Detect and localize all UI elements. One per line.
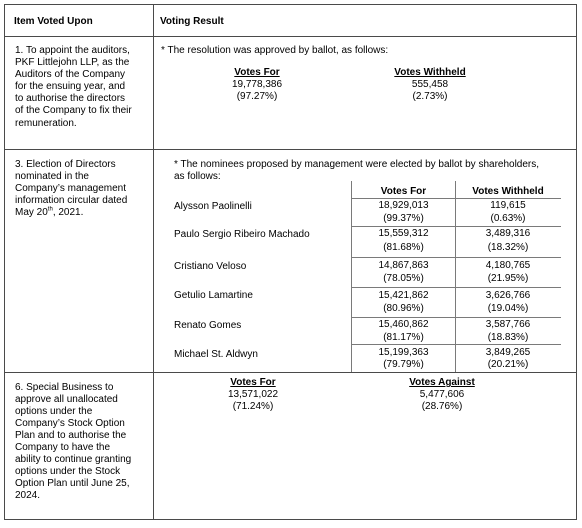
- table-border-right: [576, 4, 577, 520]
- nominee-votes-for: 15,199,363: [378, 347, 429, 358]
- table-border-left: [4, 4, 5, 520]
- row3-item-line: Company’s Stock Option: [15, 418, 125, 429]
- nominee-votes-for-pct: (78.05%): [383, 273, 424, 284]
- nominee-votes-withheld: 3,849,265: [485, 347, 531, 358]
- row1-item-line: of the Company to fix their: [15, 105, 132, 116]
- nominee-grid-line: [351, 226, 561, 227]
- nominee-votes-withheld-pct: (20.21%): [487, 359, 529, 370]
- nominee-grid-line: [351, 257, 561, 258]
- row3-item-line: 6. Special Business to: [15, 382, 114, 393]
- nominee-votes-withheld: 4,180,765: [485, 260, 531, 271]
- header-item-voted-upon: Item Voted Upon: [14, 16, 93, 27]
- row3-item-line: options under the: [15, 406, 93, 417]
- nominee-votes-withheld: 3,626,766: [485, 290, 531, 301]
- nominee-name: Getulio Lamartine: [174, 290, 253, 301]
- row1-item-line: for the ensuing year, and: [15, 81, 126, 92]
- nominee-name: Cristiano Veloso: [174, 261, 247, 272]
- nominee-votes-for: 14,867,863: [378, 260, 429, 271]
- row1-item-line: 1. To appoint the auditors,: [15, 45, 130, 56]
- nominee-votes-for-pct: (81.68%): [383, 242, 424, 253]
- nominee-votes-withheld-pct: (18.32%): [487, 242, 529, 253]
- table-border-bottom: [4, 519, 577, 520]
- header-divider: [4, 36, 577, 37]
- row3-item-line: approve all unallocated: [15, 394, 118, 405]
- nominee-votes-for-pct: (81.17%): [383, 332, 424, 343]
- row3-item-line: 2024.: [15, 490, 41, 501]
- nominee-votes-for-pct: (80.96%): [383, 303, 424, 314]
- row3-votes-against-value: 5,477,606: [419, 389, 465, 400]
- row2-item-date: May 20th, 2021.: [15, 206, 84, 218]
- row1-votes-withheld-pct: (2.73%): [412, 91, 448, 102]
- row3-votes-for-label: Votes For: [230, 377, 276, 388]
- row2-intro-line1: * The nominees proposed by management were elected by ballot by shareholders,: [174, 159, 540, 170]
- nominee-votes-withheld-pct: (19.04%): [487, 303, 529, 314]
- date-superscript: th: [47, 206, 53, 213]
- header-voting-result: Voting Result: [160, 16, 224, 27]
- row2-divider: [4, 372, 577, 373]
- nominee-grid-line: [351, 198, 561, 199]
- nominee-votes-for: 15,421,862: [378, 290, 429, 301]
- row2-item-line: information circular dated: [15, 195, 128, 206]
- row1-item-line: Auditors of the Company: [15, 69, 126, 80]
- nominee-votes-for-pct: (79.79%): [383, 359, 424, 370]
- nominee-grid-line: [351, 317, 561, 318]
- row1-item-line: remuneration.: [15, 118, 77, 129]
- nominee-votes-for-pct: (99.37%): [383, 213, 424, 224]
- row1-votes-withheld-value: 555,458: [411, 79, 449, 90]
- nominee-votes-for: 18,929,013: [378, 200, 429, 211]
- row1-votes-for-label: Votes For: [234, 67, 280, 78]
- table-border-top: [4, 4, 577, 5]
- row2-votes-withheld-header: Votes Withheld: [472, 186, 544, 197]
- nominee-votes-withheld-pct: (18.83%): [487, 332, 529, 343]
- row2-votes-for-header: Votes For: [380, 186, 427, 197]
- row1-item-line: PKF Littlejohn LLP, as the: [15, 57, 130, 68]
- nominee-grid-line: [351, 344, 561, 345]
- row3-votes-for-pct: (71.24%): [232, 401, 274, 412]
- nominee-name: Michael St. Aldwyn: [174, 349, 258, 360]
- nominee-votes-withheld-pct: (21.95%): [487, 273, 529, 284]
- row3-item-line: Plan and to authorise the: [15, 430, 127, 441]
- row1-divider: [4, 149, 577, 150]
- nominee-votes-withheld-pct: (0.63%): [490, 213, 526, 224]
- row1-intro: * The resolution was approved by ballot, as follows:: [161, 45, 389, 56]
- nominee-name: Paulo Sergio Ribeiro Machado: [174, 229, 310, 240]
- row2-intro-line2: as follows:: [174, 171, 221, 182]
- nominee-votes-for: 15,559,312: [378, 228, 429, 239]
- row2-item-line: Company’s management: [15, 183, 126, 194]
- row3-votes-for-value: 13,571,022: [227, 389, 279, 400]
- row2-item-line: 3. Election of Directors: [15, 159, 116, 170]
- row2-item-line: nominated in the: [15, 171, 89, 182]
- row1-votes-for-pct: (97.27%): [236, 91, 278, 102]
- column-divider: [153, 4, 154, 520]
- nominee-votes-withheld: 119,615: [490, 200, 526, 211]
- nominee-votes-for: 15,460,862: [378, 319, 429, 330]
- nominee-grid-line: [351, 287, 561, 288]
- row3-item-line: Option Plan until June 25,: [15, 478, 130, 489]
- row1-item-line: to authorise the directors: [15, 93, 126, 104]
- row3-item-line: ability to continue granting: [15, 454, 132, 465]
- nominee-votes-withheld: 3,489,316: [485, 228, 531, 239]
- row3-votes-against-label: Votes Against: [409, 377, 475, 388]
- voting-results-table: [4, 4, 577, 520]
- nominee-votes-withheld: 3,587,766: [485, 319, 531, 330]
- row1-votes-withheld-label: Votes Withheld: [394, 67, 466, 78]
- nominee-name: Alysson Paolinelli: [174, 201, 252, 212]
- nominee-name: Renato Gomes: [174, 320, 242, 331]
- row1-votes-for-value: 19,778,386: [231, 79, 283, 90]
- row3-item-line: options under the Stock: [15, 466, 121, 477]
- row3-item-line: Company to have the: [15, 442, 111, 453]
- row3-votes-against-pct: (28.76%): [421, 401, 463, 412]
